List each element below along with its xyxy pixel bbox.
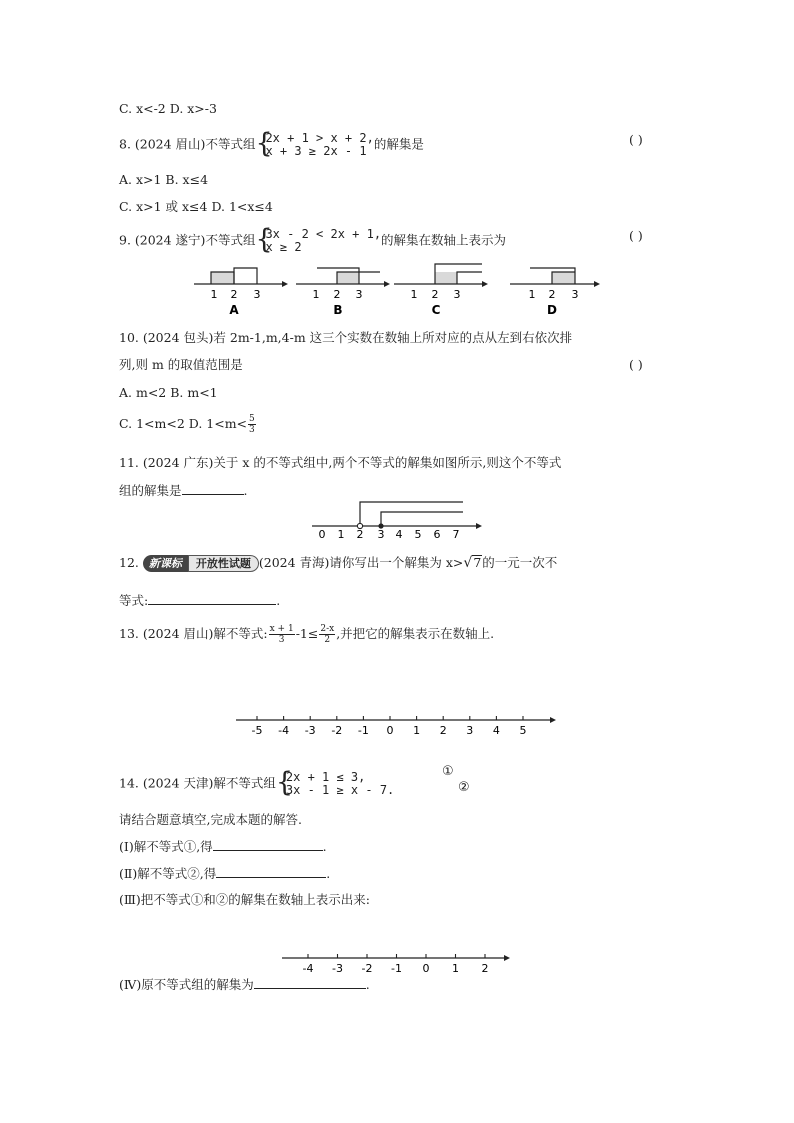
q9-c-shade <box>435 272 457 284</box>
q13-tick-label: 0 <box>386 724 394 737</box>
q13-mid: -1≤ <box>295 626 319 641</box>
q12-badge-new-curriculum: 新课标 <box>143 555 188 572</box>
q13-f2-num: 2-x <box>320 624 335 634</box>
q13-f1-num: x + 1 <box>269 624 294 634</box>
q9-label-b: B <box>333 303 343 317</box>
q8-system <box>255 128 374 159</box>
q14-tick-label: -3 <box>332 962 343 975</box>
q9-label-a: A <box>229 303 239 317</box>
q12-text: (2024 青海)请你写出一个解集为 x> <box>258 555 464 570</box>
q8-options-cd: C. x>1 或 x≤4 D. 1<x≤4 <box>119 199 273 214</box>
q13-tick-label: -5 <box>251 724 263 737</box>
q10-options-cd <box>119 414 257 435</box>
q9-b-shade <box>337 272 359 284</box>
q12-stem-line-2 <box>119 592 280 609</box>
q8-ineq-1: 2x + 1 > x + 2, <box>265 131 374 145</box>
q11-stem-line-2 <box>119 482 248 499</box>
q9-b-tick-3: 3 <box>355 288 363 301</box>
q9-d-shade <box>552 272 575 284</box>
q12-badge-open-question: 开放性试题 <box>188 555 259 572</box>
q9-brace: { <box>255 224 273 255</box>
q13-tick-label: -1 <box>357 724 369 737</box>
q8-answer-paren: ( ) <box>629 132 643 147</box>
q11-region-1 <box>360 502 463 526</box>
q13-fraction-2 <box>319 624 335 645</box>
q9-d-tick-2: 2 <box>548 288 556 301</box>
q11-tick-2: 2 <box>356 528 364 540</box>
q12-answer-blank[interactable] <box>148 592 276 605</box>
q9-d-arrow <box>594 281 600 287</box>
q14-number-line <box>278 948 518 978</box>
q8-ineq-2: x + 3 ≥ 2x - 1 <box>265 144 367 158</box>
q9-a-arrow <box>282 281 288 287</box>
q12-sqrt-value: 7 <box>473 555 482 570</box>
q11-tick-6: 6 <box>433 528 441 540</box>
q13-stem <box>119 624 494 645</box>
q11-tick-1: 1 <box>337 528 345 540</box>
q9-b-tick-1: 1 <box>312 288 320 301</box>
q14-arrow <box>504 955 510 961</box>
q13-tail: ,并把它的解集表示在数轴上. <box>336 626 495 641</box>
q14-tick-label: -1 <box>391 962 402 975</box>
q14-step-1-blank[interactable] <box>213 838 323 851</box>
q11-tick-3: 3 <box>377 528 385 540</box>
q8-stem <box>119 128 424 159</box>
q9-a-tick-3: 3 <box>253 288 261 301</box>
q8-options-ab: A. x>1 B. x≤4 <box>119 172 209 187</box>
q14-step-4 <box>119 976 370 993</box>
q9-tail: 的解集在数轴上表示为 <box>381 232 507 248</box>
q9-label-d: D <box>547 303 557 317</box>
q9-stem <box>119 224 507 255</box>
q8-tail: 的解集是 <box>373 136 424 152</box>
sqrt-icon: √ <box>463 555 473 571</box>
q7-options-cd: C. x<-2 D. x>-3 <box>119 101 217 116</box>
q13-f2-den: 2 <box>324 635 331 645</box>
q14-step-1 <box>119 838 327 855</box>
q9-b-tick-2: 2 <box>333 288 341 301</box>
q14-mark-2: ② <box>458 780 470 795</box>
q14-tick-label: 2 <box>481 962 489 975</box>
q9-a-tick-1: 1 <box>210 288 218 301</box>
q11-answer-blank[interactable] <box>182 482 244 495</box>
q14-ticks <box>303 954 489 975</box>
q11-region-2 <box>381 512 463 526</box>
q10-stem-line-2: 列,则 m 的取值范围是 <box>119 357 243 372</box>
q9-ineq-1: 3x - 2 < 2x + 1, <box>265 227 382 241</box>
q13-f1-den: 3 <box>278 635 285 645</box>
q14-step-1-text: (Ⅰ)解不等式①,得 <box>119 839 213 854</box>
q11-stem-line-1: 11. (2024 广东)关于 x 的不等式组中,两个不等式的解集如图所示,则这个不等式 <box>119 455 562 470</box>
q9-c-arrow <box>482 281 488 287</box>
q11-arrow <box>476 523 482 529</box>
q10-fraction <box>248 414 256 435</box>
q14-step-2 <box>119 865 330 882</box>
q10-options-cd-text: C. 1<m<2 D. 1<m< <box>119 416 248 431</box>
q14-tick-label: -4 <box>302 962 314 975</box>
q14-tick-label: 1 <box>452 962 459 975</box>
q14-tick-label: 0 <box>422 962 430 975</box>
q14-system <box>275 767 395 798</box>
q14-step-1-dot: . <box>322 839 327 854</box>
q13-ticks <box>252 716 527 737</box>
q14-mark-1: ① <box>442 764 454 779</box>
q9-c-tick-3: 3 <box>453 288 461 301</box>
q12-badge <box>143 555 259 572</box>
q14-ineq-2: 3x - 1 ≥ x - 7. <box>285 783 395 797</box>
q13-fraction-1 <box>269 624 295 645</box>
q9-c-region-right <box>457 272 482 284</box>
q12-line2-text: 等式: <box>119 593 149 608</box>
q9-number-lines <box>190 258 610 320</box>
q14-step-4-blank[interactable] <box>254 976 366 989</box>
q12-period: . <box>276 593 281 608</box>
q9-option-d-diagram <box>510 268 600 317</box>
q11-tick-0: 0 <box>318 528 326 540</box>
q9-a-region-right <box>234 268 257 284</box>
q9-d-tick-3: 3 <box>571 288 579 301</box>
q13-tick-label: 1 <box>413 724 421 737</box>
q10-answer-paren: ( ) <box>629 357 643 372</box>
q10-options-ab: A. m<2 B. m<1 <box>119 385 218 400</box>
q8-lead: 8. (2024 眉山)不等式组 <box>119 136 256 152</box>
q14-lead: 14. (2024 天津)解不等式组 <box>119 775 276 791</box>
q12-text-2: 的一元一次不 <box>482 555 558 570</box>
q9-a-shade <box>211 272 234 284</box>
q10-frac-den: 3 <box>249 425 255 435</box>
q9-ineq-2: x ≥ 2 <box>265 240 302 254</box>
q9-option-a-diagram <box>194 268 288 317</box>
q14-step-2-blank[interactable] <box>216 865 326 878</box>
q11-tick-4: 4 <box>395 528 403 540</box>
q8-brace: { <box>255 128 273 159</box>
q14-step-2-dot: . <box>326 866 331 881</box>
q13-number-line <box>232 710 562 740</box>
q9-c-tick-2: 2 <box>431 288 439 301</box>
q12-stem-line-1 <box>119 555 557 572</box>
q14-stem <box>119 767 395 798</box>
q9-d-tick-1: 1 <box>528 288 536 301</box>
q9-a-tick-2: 2 <box>230 288 238 301</box>
q14-step-4-dot: . <box>365 977 370 992</box>
q14-step-2-text: (Ⅱ)解不等式②,得 <box>119 866 217 881</box>
q9-label-c: C <box>431 303 441 317</box>
q14-instruction: 请结合题意填空,完成本题的解答. <box>119 812 302 827</box>
q10-frac-num: 5 <box>249 414 255 424</box>
q13-lead: 13. (2024 眉山)解不等式: <box>119 626 268 641</box>
q14-step-3: (Ⅲ)把不等式①和②的解集在数轴上表示出来: <box>119 892 371 907</box>
q13-tick-label: 2 <box>439 724 447 737</box>
q9-c-tick-1: 1 <box>410 288 418 301</box>
q13-arrow <box>550 717 556 723</box>
q11-line2-text: 组的解集是 <box>119 483 182 498</box>
q13-tick-label: -2 <box>331 724 343 737</box>
q9-lead: 9. (2024 遂宁)不等式组 <box>119 232 256 248</box>
q11-tick-5: 5 <box>414 528 422 540</box>
q13-tick-label: -3 <box>304 724 316 737</box>
q9-b-arrow <box>384 281 390 287</box>
q12-number: 12. <box>119 555 139 570</box>
q9-option-c-diagram <box>394 264 488 317</box>
q14-brace: { <box>275 767 294 798</box>
q14-tick-label: -2 <box>361 962 373 975</box>
q13-tick-label: 5 <box>519 724 527 737</box>
q14-step-4-text: (Ⅳ)原不等式组的解集为 <box>119 977 254 992</box>
q9-option-b-diagram <box>296 268 390 317</box>
q13-tick-label: -4 <box>278 724 290 737</box>
q10-stem-line-1: 10. (2024 包头)若 2m-1,m,4-m 这三个实数在数轴上所对应的点从左到右依次排 <box>119 330 573 345</box>
q11-tick-7: 7 <box>452 528 460 540</box>
q13-tick-label: 4 <box>492 724 500 737</box>
q9-system <box>255 224 382 255</box>
q13-tick-label: 3 <box>466 724 474 737</box>
q11-number-line <box>308 496 488 540</box>
q14-ineq-1: 2x + 1 ≤ 3, <box>285 770 366 784</box>
q11-period: . <box>243 483 248 498</box>
q9-answer-paren: ( ) <box>629 228 643 243</box>
